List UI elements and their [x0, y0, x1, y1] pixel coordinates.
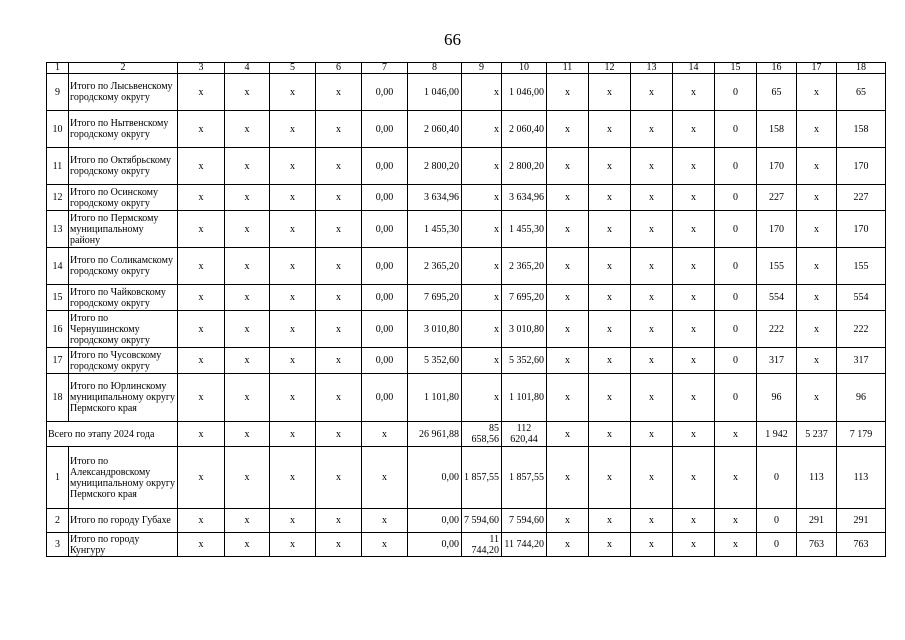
value-cell-c7: 0,00: [362, 374, 408, 422]
territory-name-cell: Итого по городу Губахе: [69, 509, 178, 533]
column-number-cell: 6: [316, 63, 362, 74]
value-cell-c15: 0: [715, 248, 757, 285]
value-cell-c6: x: [316, 447, 362, 509]
value-cell-c4: x: [225, 148, 270, 185]
total-value-cell-c14: x: [673, 422, 715, 447]
value-cell-c13: x: [631, 311, 673, 348]
table-row: [47, 311, 886, 348]
value-cell-c4: x: [225, 248, 270, 285]
value-cell-c13: x: [631, 148, 673, 185]
value-cell-c6: x: [316, 285, 362, 311]
value-cell-c8: 2 060,40: [408, 111, 462, 148]
value-cell-c8: 1 455,30: [408, 211, 462, 248]
value-cell-c4: x: [225, 348, 270, 374]
value-cell-c11: x: [547, 533, 589, 557]
value-cell-c4: x: [225, 447, 270, 509]
value-cell-c10: 11 744,20: [502, 533, 547, 557]
total-value-cell-c12: x: [589, 422, 631, 447]
value-cell-c6: x: [316, 509, 362, 533]
total-value-cell-c16: 1 942: [757, 422, 797, 447]
value-cell-c11: x: [547, 148, 589, 185]
value-cell-c7: 0,00: [362, 185, 408, 211]
value-cell-c17: 291: [797, 509, 837, 533]
value-cell-c14: x: [673, 374, 715, 422]
row-number-cell: 10: [47, 111, 69, 148]
value-cell-c7: 0,00: [362, 348, 408, 374]
value-cell-c16: 0: [757, 509, 797, 533]
value-cell-c10: 7 594,60: [502, 509, 547, 533]
value-cell-c7: 0,00: [362, 148, 408, 185]
value-cell-c9: x: [462, 285, 502, 311]
value-cell-c9: 1 857,55: [462, 447, 502, 509]
value-cell-c14: x: [673, 248, 715, 285]
value-cell-c18: 317: [837, 348, 886, 374]
value-cell-c15: 0: [715, 285, 757, 311]
territory-name-cell: Итого по Лысьвенскому городскому округу: [69, 74, 178, 111]
value-cell-c7: x: [362, 533, 408, 557]
value-cell-c16: 0: [757, 447, 797, 509]
total-value-cell-c10: 112 620,44: [502, 422, 547, 447]
value-cell-c9: 7 594,60: [462, 509, 502, 533]
column-number-cell: 8: [408, 63, 462, 74]
territory-name-cell: Итого по Юрлинскому муниципальному округу Пермского края: [69, 374, 178, 422]
value-cell-c14: x: [673, 447, 715, 509]
value-cell-c12: x: [589, 111, 631, 148]
value-cell-c9: x: [462, 248, 502, 285]
row-number-cell: 13: [47, 211, 69, 248]
value-cell-c3: x: [178, 285, 225, 311]
value-cell-c8: 7 695,20: [408, 285, 462, 311]
value-cell-c15: 0: [715, 348, 757, 374]
territory-name-cell: Итого по Чернушинскому городскому округу: [69, 311, 178, 348]
value-cell-c14: x: [673, 74, 715, 111]
value-cell-c6: x: [316, 248, 362, 285]
column-number-cell: 7: [362, 63, 408, 74]
value-cell-c18: 554: [837, 285, 886, 311]
value-cell-c7: 0,00: [362, 311, 408, 348]
value-cell-c16: 227: [757, 185, 797, 211]
value-cell-c8: 2 365,20: [408, 248, 462, 285]
value-cell-c4: x: [225, 74, 270, 111]
value-cell-c11: x: [547, 211, 589, 248]
total-value-cell-c3: x: [178, 422, 225, 447]
value-cell-c14: x: [673, 285, 715, 311]
value-cell-c17: 113: [797, 447, 837, 509]
value-cell-c6: x: [316, 533, 362, 557]
column-number-row: [47, 63, 886, 74]
value-cell-c17: x: [797, 111, 837, 148]
value-cell-c4: x: [225, 285, 270, 311]
total-value-cell-c7: x: [362, 422, 408, 447]
value-cell-c12: x: [589, 285, 631, 311]
value-cell-c3: x: [178, 447, 225, 509]
column-number-cell: 9: [462, 63, 502, 74]
value-cell-c17: x: [797, 285, 837, 311]
value-cell-c12: x: [589, 311, 631, 348]
value-cell-c11: x: [547, 311, 589, 348]
value-cell-c8: 0,00: [408, 533, 462, 557]
value-cell-c3: x: [178, 248, 225, 285]
value-cell-c9: x: [462, 74, 502, 111]
value-cell-c12: x: [589, 148, 631, 185]
value-cell-c16: 170: [757, 211, 797, 248]
value-cell-c5: x: [270, 111, 316, 148]
value-cell-c16: 317: [757, 348, 797, 374]
value-cell-c5: x: [270, 311, 316, 348]
territory-name-cell: Итого по Нытвенскому городскому округу: [69, 111, 178, 148]
value-cell-c16: 170: [757, 148, 797, 185]
value-cell-c18: 113: [837, 447, 886, 509]
value-cell-c5: x: [270, 248, 316, 285]
value-cell-c8: 0,00: [408, 509, 462, 533]
value-cell-c14: x: [673, 311, 715, 348]
value-cell-c3: x: [178, 533, 225, 557]
value-cell-c11: x: [547, 285, 589, 311]
value-cell-c15: 0: [715, 148, 757, 185]
value-cell-c5: x: [270, 348, 316, 374]
value-cell-c3: x: [178, 148, 225, 185]
value-cell-c5: x: [270, 533, 316, 557]
value-cell-c10: 2 060,40: [502, 111, 547, 148]
value-cell-c12: x: [589, 447, 631, 509]
value-cell-c13: x: [631, 374, 673, 422]
value-cell-c14: x: [673, 211, 715, 248]
value-cell-c7: 0,00: [362, 211, 408, 248]
value-cell-c13: x: [631, 348, 673, 374]
column-number-cell: 11: [547, 63, 589, 74]
column-number-cell: 1: [47, 63, 69, 74]
value-cell-c11: x: [547, 509, 589, 533]
value-cell-c11: x: [547, 348, 589, 374]
value-cell-c5: x: [270, 74, 316, 111]
value-cell-c8: 1 101,80: [408, 374, 462, 422]
value-cell-c14: x: [673, 533, 715, 557]
value-cell-c18: 227: [837, 185, 886, 211]
page-number: 66: [444, 30, 461, 49]
row-number-cell: 18: [47, 374, 69, 422]
value-cell-c16: 0: [757, 533, 797, 557]
value-cell-c5: x: [270, 148, 316, 185]
value-cell-c12: x: [589, 374, 631, 422]
value-cell-c6: x: [316, 348, 362, 374]
value-cell-c13: x: [631, 111, 673, 148]
row-number-cell: 12: [47, 185, 69, 211]
column-number-cell: 10: [502, 63, 547, 74]
value-cell-c6: x: [316, 211, 362, 248]
value-cell-c10: 7 695,20: [502, 285, 547, 311]
value-cell-c13: x: [631, 533, 673, 557]
value-cell-c11: x: [547, 447, 589, 509]
value-cell-c14: x: [673, 148, 715, 185]
total-value-cell-c4: x: [225, 422, 270, 447]
value-cell-c10: 2 800,20: [502, 148, 547, 185]
value-cell-c14: x: [673, 348, 715, 374]
value-cell-c3: x: [178, 509, 225, 533]
column-number-cell: 18: [837, 63, 886, 74]
value-cell-c12: x: [589, 509, 631, 533]
value-cell-c9: x: [462, 311, 502, 348]
column-number-cell: 17: [797, 63, 837, 74]
value-cell-c15: 0: [715, 211, 757, 248]
value-cell-c9: x: [462, 211, 502, 248]
value-cell-c17: x: [797, 211, 837, 248]
row-number-cell: 16: [47, 311, 69, 348]
value-cell-c7: 0,00: [362, 285, 408, 311]
total-value-cell-c8: 26 961,88: [408, 422, 462, 447]
value-cell-c3: x: [178, 185, 225, 211]
value-cell-c11: x: [547, 74, 589, 111]
value-cell-c6: x: [316, 148, 362, 185]
table-row: [47, 248, 886, 285]
value-cell-c9: x: [462, 185, 502, 211]
value-cell-c10: 5 352,60: [502, 348, 547, 374]
value-cell-c14: x: [673, 185, 715, 211]
value-cell-c16: 554: [757, 285, 797, 311]
value-cell-c16: 158: [757, 111, 797, 148]
total-row: [47, 422, 886, 447]
value-cell-c9: x: [462, 374, 502, 422]
value-cell-c18: 763: [837, 533, 886, 557]
value-cell-c9: x: [462, 148, 502, 185]
total-value-cell-c6: x: [316, 422, 362, 447]
value-cell-c13: x: [631, 74, 673, 111]
value-cell-c11: x: [547, 185, 589, 211]
value-cell-c10: 3 010,80: [502, 311, 547, 348]
table-row: [47, 111, 886, 148]
table-row: [47, 533, 886, 557]
column-number-cell: 4: [225, 63, 270, 74]
row-number-cell: 3: [47, 533, 69, 557]
value-cell-c10: 2 365,20: [502, 248, 547, 285]
value-cell-c18: 65: [837, 74, 886, 111]
value-cell-c4: x: [225, 211, 270, 248]
value-cell-c9: x: [462, 348, 502, 374]
table-row: [47, 74, 886, 111]
value-cell-c15: 0: [715, 111, 757, 148]
territory-name-cell: Итого по Чайковскому городскому округу: [69, 285, 178, 311]
value-cell-c12: x: [589, 211, 631, 248]
value-cell-c6: x: [316, 185, 362, 211]
column-number-cell: 16: [757, 63, 797, 74]
row-number-cell: 14: [47, 248, 69, 285]
value-cell-c15: 0: [715, 374, 757, 422]
value-cell-c17: x: [797, 348, 837, 374]
value-cell-c4: x: [225, 533, 270, 557]
value-cell-c18: 222: [837, 311, 886, 348]
row-number-cell: 1: [47, 447, 69, 509]
value-cell-c4: x: [225, 111, 270, 148]
value-cell-c9: 11 744,20: [462, 533, 502, 557]
value-cell-c15: 0: [715, 74, 757, 111]
value-cell-c14: x: [673, 111, 715, 148]
value-cell-c4: x: [225, 374, 270, 422]
territory-name-cell: Итого по Октябрьскому городскому округу: [69, 148, 178, 185]
value-cell-c7: 0,00: [362, 111, 408, 148]
value-cell-c16: 65: [757, 74, 797, 111]
value-cell-c17: x: [797, 311, 837, 348]
value-cell-c13: x: [631, 285, 673, 311]
value-cell-c16: 155: [757, 248, 797, 285]
territory-name-cell: Итого по Осинскому городскому округу: [69, 185, 178, 211]
value-cell-c17: x: [797, 148, 837, 185]
value-cell-c11: x: [547, 111, 589, 148]
row-number-cell: 15: [47, 285, 69, 311]
value-cell-c3: x: [178, 211, 225, 248]
value-cell-c3: x: [178, 111, 225, 148]
total-value-cell-c17: 5 237: [797, 422, 837, 447]
value-cell-c3: x: [178, 348, 225, 374]
value-cell-c16: 222: [757, 311, 797, 348]
value-cell-c14: x: [673, 509, 715, 533]
value-cell-c18: 170: [837, 211, 886, 248]
value-cell-c8: 3 634,96: [408, 185, 462, 211]
value-cell-c15: x: [715, 533, 757, 557]
territory-name-cell: Итого по городу Кунгуру: [69, 533, 178, 557]
table-row: [47, 211, 886, 248]
value-cell-c13: x: [631, 509, 673, 533]
value-cell-c15: x: [715, 509, 757, 533]
value-cell-c7: 0,00: [362, 74, 408, 111]
table-row: [47, 148, 886, 185]
value-cell-c15: 0: [715, 185, 757, 211]
value-cell-c6: x: [316, 374, 362, 422]
value-cell-c13: x: [631, 211, 673, 248]
total-value-cell-c13: x: [631, 422, 673, 447]
column-number-cell: 2: [69, 63, 178, 74]
value-cell-c13: x: [631, 447, 673, 509]
value-cell-c12: x: [589, 348, 631, 374]
value-cell-c17: 763: [797, 533, 837, 557]
value-cell-c17: x: [797, 185, 837, 211]
column-number-cell: 5: [270, 63, 316, 74]
value-cell-c5: x: [270, 447, 316, 509]
table-row: [47, 447, 886, 509]
table-row: [47, 348, 886, 374]
territory-name-cell: Итого по Соликамскому городскому округу: [69, 248, 178, 285]
table-row: [47, 185, 886, 211]
value-cell-c8: 5 352,60: [408, 348, 462, 374]
column-number-cell: 12: [589, 63, 631, 74]
value-cell-c4: x: [225, 509, 270, 533]
column-number-cell: 3: [178, 63, 225, 74]
value-cell-c17: x: [797, 74, 837, 111]
value-cell-c8: 2 800,20: [408, 148, 462, 185]
value-cell-c7: x: [362, 509, 408, 533]
row-number-cell: 11: [47, 148, 69, 185]
total-value-cell-c11: x: [547, 422, 589, 447]
table-row: [47, 285, 886, 311]
value-cell-c11: x: [547, 248, 589, 285]
value-cell-c5: x: [270, 211, 316, 248]
territory-name-cell: Итого по Пермскому муниципальному району: [69, 211, 178, 248]
value-cell-c10: 1 101,80: [502, 374, 547, 422]
value-cell-c10: 1 857,55: [502, 447, 547, 509]
territory-name-cell: Итого по Чусовскому городскому округу: [69, 348, 178, 374]
value-cell-c13: x: [631, 248, 673, 285]
column-number-cell: 15: [715, 63, 757, 74]
value-cell-c5: x: [270, 185, 316, 211]
value-cell-c10: 1 046,00: [502, 74, 547, 111]
total-value-cell-c15: x: [715, 422, 757, 447]
value-cell-c18: 291: [837, 509, 886, 533]
value-cell-c12: x: [589, 248, 631, 285]
total-value-cell-c9: 85 658,56: [462, 422, 502, 447]
value-cell-c8: 0,00: [408, 447, 462, 509]
table-body: [47, 63, 886, 557]
report-table: [46, 62, 886, 557]
table-row: [47, 509, 886, 533]
column-number-cell: 14: [673, 63, 715, 74]
value-cell-c10: 1 455,30: [502, 211, 547, 248]
total-label-cell: Всего по этапу 2024 года: [47, 422, 178, 447]
value-cell-c17: x: [797, 248, 837, 285]
value-cell-c17: x: [797, 374, 837, 422]
value-cell-c15: 0: [715, 311, 757, 348]
table-row: [47, 374, 886, 422]
value-cell-c5: x: [270, 374, 316, 422]
value-cell-c13: x: [631, 185, 673, 211]
value-cell-c8: 3 010,80: [408, 311, 462, 348]
value-cell-c6: x: [316, 74, 362, 111]
value-cell-c4: x: [225, 311, 270, 348]
value-cell-c4: x: [225, 185, 270, 211]
value-cell-c12: x: [589, 74, 631, 111]
territory-name-cell: Итого по Александровскому муниципальному округу Пермского края: [69, 447, 178, 509]
column-number-cell: 13: [631, 63, 673, 74]
value-cell-c3: x: [178, 374, 225, 422]
value-cell-c5: x: [270, 509, 316, 533]
value-cell-c16: 96: [757, 374, 797, 422]
value-cell-c18: 170: [837, 148, 886, 185]
value-cell-c7: 0,00: [362, 248, 408, 285]
value-cell-c7: x: [362, 447, 408, 509]
value-cell-c18: 96: [837, 374, 886, 422]
value-cell-c6: x: [316, 311, 362, 348]
value-cell-c18: 158: [837, 111, 886, 148]
value-cell-c15: x: [715, 447, 757, 509]
value-cell-c9: x: [462, 111, 502, 148]
value-cell-c3: x: [178, 74, 225, 111]
row-number-cell: 17: [47, 348, 69, 374]
value-cell-c11: x: [547, 374, 589, 422]
value-cell-c18: 155: [837, 248, 886, 285]
value-cell-c5: x: [270, 285, 316, 311]
value-cell-c12: x: [589, 533, 631, 557]
row-number-cell: 9: [47, 74, 69, 111]
row-number-cell: 2: [47, 509, 69, 533]
total-value-cell-c18: 7 179: [837, 422, 886, 447]
value-cell-c12: x: [589, 185, 631, 211]
value-cell-c10: 3 634,96: [502, 185, 547, 211]
total-value-cell-c5: x: [270, 422, 316, 447]
value-cell-c3: x: [178, 311, 225, 348]
value-cell-c8: 1 046,00: [408, 74, 462, 111]
value-cell-c6: x: [316, 111, 362, 148]
